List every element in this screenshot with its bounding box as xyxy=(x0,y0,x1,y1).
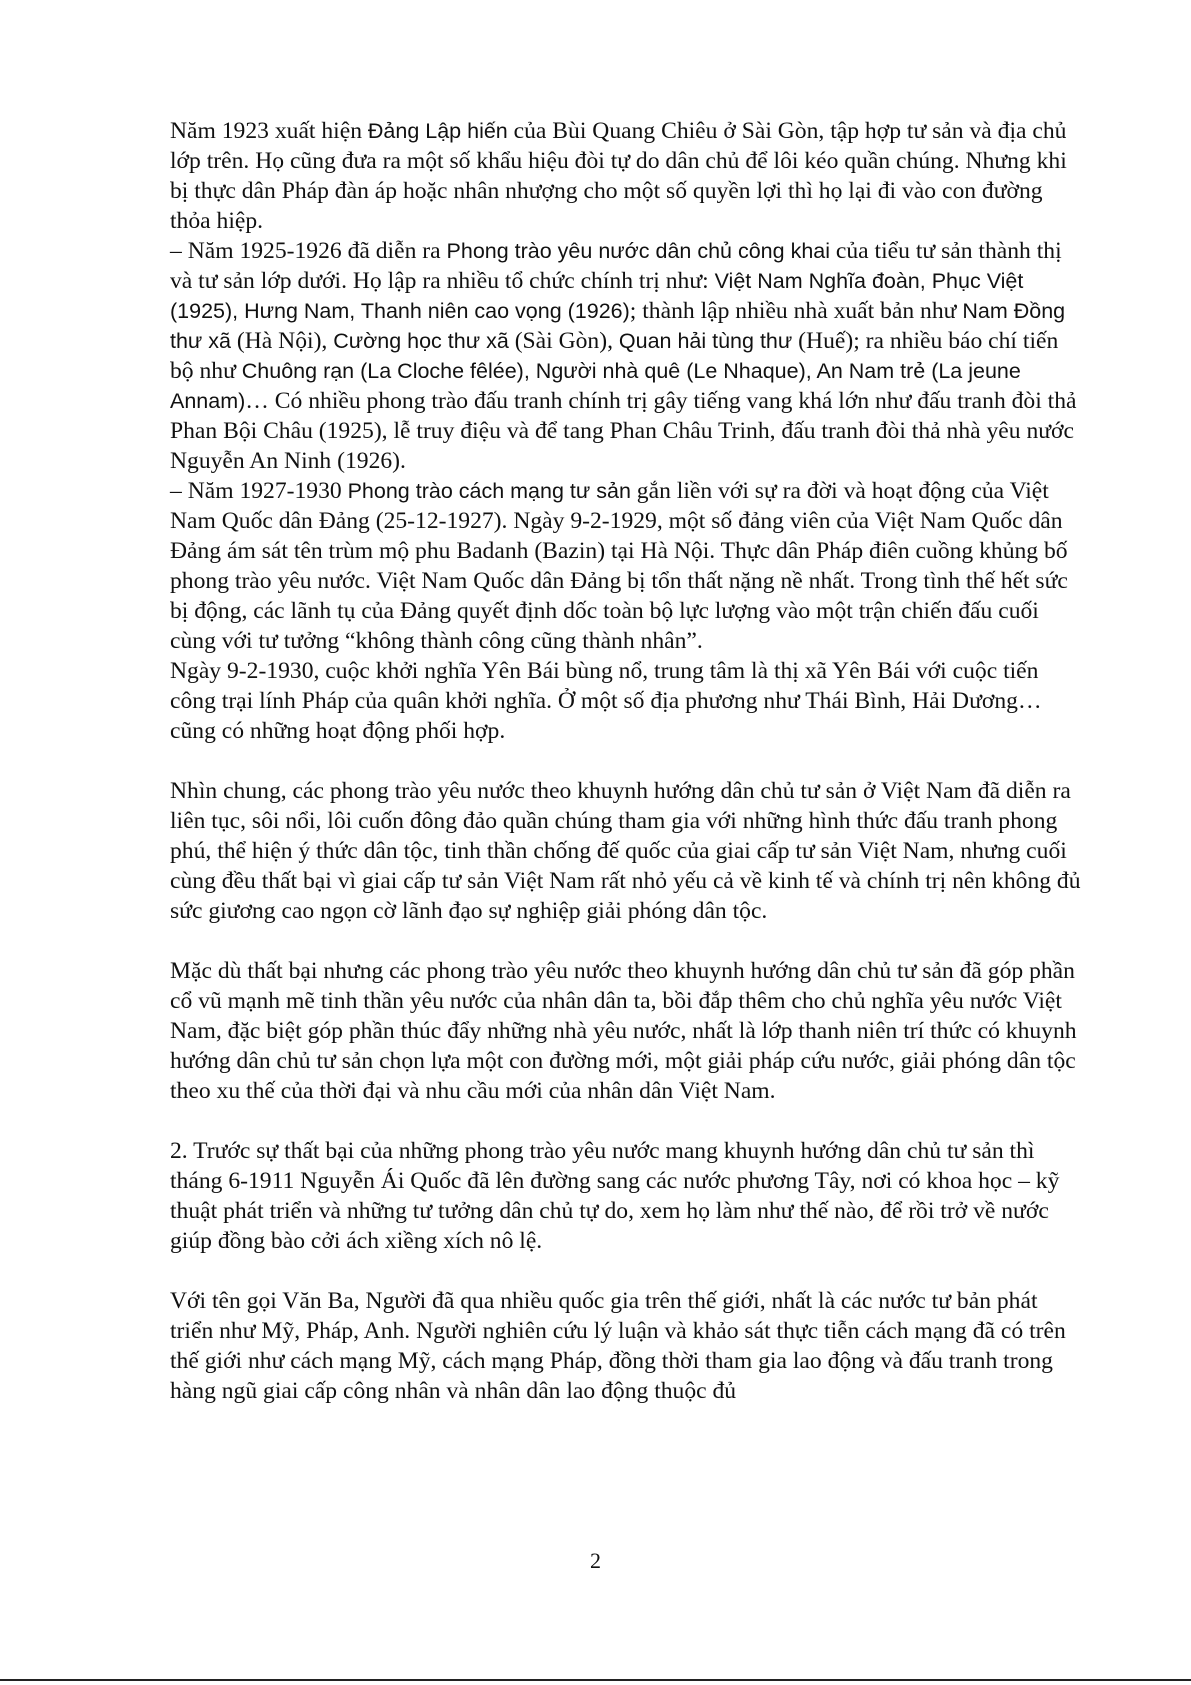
highlighted-term: Chuông rạn (La Cloche fêlée), Người nhà quê (Le Nhaque), An Nam trẻ (La jeune Annam) xyxy=(170,359,1021,413)
paragraph-8: Với tên gọi Văn Ba, Người đã qua nhiều quốc gia trên thế giới, nhất là các nước tư bản phát triển như Mỹ, Pháp, Anh. Người nghiên cứu lý luận và khảo sát thực tiễn cách mạng đã có trên thế giới như cách mạng Mỹ, cách mạng Pháp, đồng thời tham gia lao động và đấu tranh trong hàng ngũ giai cấp công nhân và nhân dân lao động thuộc đủ xyxy=(170,1288,1066,1404)
document-body xyxy=(170,116,1085,1406)
text-run: (Huế); ra nhiều báo chí tiến bộ như xyxy=(170,328,1059,384)
highlighted-term: Cường học thư xã xyxy=(333,329,509,353)
text-run: … Có nhiều phong trào đấu tranh chính trị gây tiếng vang khá lớn như đấu tranh đòi thả Phan Bội Châu (1925), lễ truy điệu và để tang Phan Châu Trinh, đấu tranh đòi thả nhà yêu nước Nguyễn An Ninh (1926). xyxy=(170,388,1077,474)
text-run: của Bùi Quang Chiêu ở Sài Gòn, tập hợp tư sản và địa chủ lớp trên. Họ cũng đưa ra một số khẩu hiệu đòi tự do dân chủ để lôi kéo quần chúng. Nhưng khi bị thực dân Pháp đàn áp hoặc nhân nhượng cho một số quyền lợi thì họ lại đi vào con đường thỏa hiệp. xyxy=(170,118,1067,234)
text-run: – Năm 1925-1926 đã diễn ra xyxy=(170,238,447,264)
highlighted-term: Quan hải tùng thư xyxy=(618,329,793,353)
paragraph-1 xyxy=(170,116,1085,236)
text-run: của tiểu tư sản thành thị và tư sản lớp dưới. Họ lập ra nhiều tổ chức chính trị như: xyxy=(170,238,1062,294)
page-number: 2 xyxy=(590,1548,601,1573)
paragraph-2 xyxy=(170,236,1085,476)
paragraph-6: Mặc dù thất bại nhưng các phong trào yêu nước theo khuynh hướng dân chủ tư sản đã góp phần cổ vũ mạnh mẽ tinh thần yêu nước của nhân dân ta, bồi đắp thêm cho chủ nghĩa yêu nước Việt Nam, đặc biệt góp phần thúc đẩy những nhà yêu nước, nhất là lớp thanh niên trí thức có khuynh hướng dân chủ tư sản chọn lựa một con đường mới, một giải pháp cứu nước, giải phóng dân tộc theo xu thế của thời đại và nhu cầu mới của nhân dân Việt Nam. xyxy=(170,958,1077,1104)
highlighted-term: Đảng Lập hiến xyxy=(367,119,508,143)
paragraph-7: 2. Trước sự thất bại của những phong trào yêu nước mang khuynh hướng dân chủ tư sản thì tháng 6-1911 Nguyễn Ái Quốc đã lên đường sang các nước phương Tây, nơi có khoa học – kỹ thuật phát triển và những tư tưởng dân chủ tự do, xem họ làm như thế nào, để rồi trở về nước giúp đồng bào cởi ách xiềng xích nô lệ. xyxy=(170,1138,1060,1254)
paragraph-4: Ngày 9-2-1930, cuộc khởi nghĩa Yên Bái bùng nổ, trung tâm là thị xã Yên Bái với cuộc tiến công trại lính Pháp của quân khởi nghĩa. Ở một số địa phương như Thái Bình, Hải Dương… cũng có những hoạt động phối hợp. xyxy=(170,658,1042,744)
text-run: gắn liền với sự ra đời và hoạt động của Việt Nam Quốc dân Đảng (25-12-1927). Ngày 9-2-1929, một số đảng viên của Việt Nam Quốc dân Đảng ám sát tên trùm mộ phu Badanh (Bazin) tại Hà Nội. Thực dân Pháp điên cuồng khủng bố phong trào yêu nước. Việt Nam Quốc dân Đảng bị tổn thất nặng nề nhất. Trong tình thế hết sức bị động, các lãnh tụ của Đảng quyết định dốc toàn bộ lực lượng vào một trận chiến đấu cuối cùng với tư tưởng “không thành công cũng thành nhân”. xyxy=(170,478,1068,654)
text-run: – Năm 1927-1930 xyxy=(170,478,348,504)
paragraph-3 xyxy=(170,476,1085,656)
highlighted-term: Phong trào cách mạng tư sản xyxy=(347,479,631,503)
paragraph-5: Nhìn chung, các phong trào yêu nước theo khuynh hướng dân chủ tư sản ở Việt Nam đã diễn ra liên tục, sôi nổi, lôi cuốn đông đảo quần chúng tham gia với những hình thức đấu tranh phong phú, thể hiện ý thức dân tộc, tinh thần chống đế quốc của giai cấp tư sản Việt Nam, nhưng cuối cùng đều thất bại vì giai cấp tư sản Việt Nam rất nhỏ yếu cả về kinh tế và chính trị nên không đủ sức giương cao ngọn cờ lãnh đạo sự nghiệp giải phóng dân tộc. xyxy=(170,778,1081,924)
highlighted-term: Nam Đồng thư xã xyxy=(170,299,1066,353)
page-bottom-rule xyxy=(0,1679,1191,1681)
text-run: ; thành lập nhiều nhà xuất bản như xyxy=(629,298,963,324)
highlighted-term: Việt Nam Nghĩa đoàn, Phục Việt (1925), Hưng Nam, Thanh niên cao vọng (1926) xyxy=(170,269,1024,323)
highlighted-term: Phong trào yêu nước dân chủ công khai xyxy=(446,239,831,263)
text-run: Năm 1923 xuất hiện xyxy=(170,118,368,144)
text-run: (Hà Nội), xyxy=(231,328,334,354)
text-run: (Sài Gòn), xyxy=(508,328,619,354)
